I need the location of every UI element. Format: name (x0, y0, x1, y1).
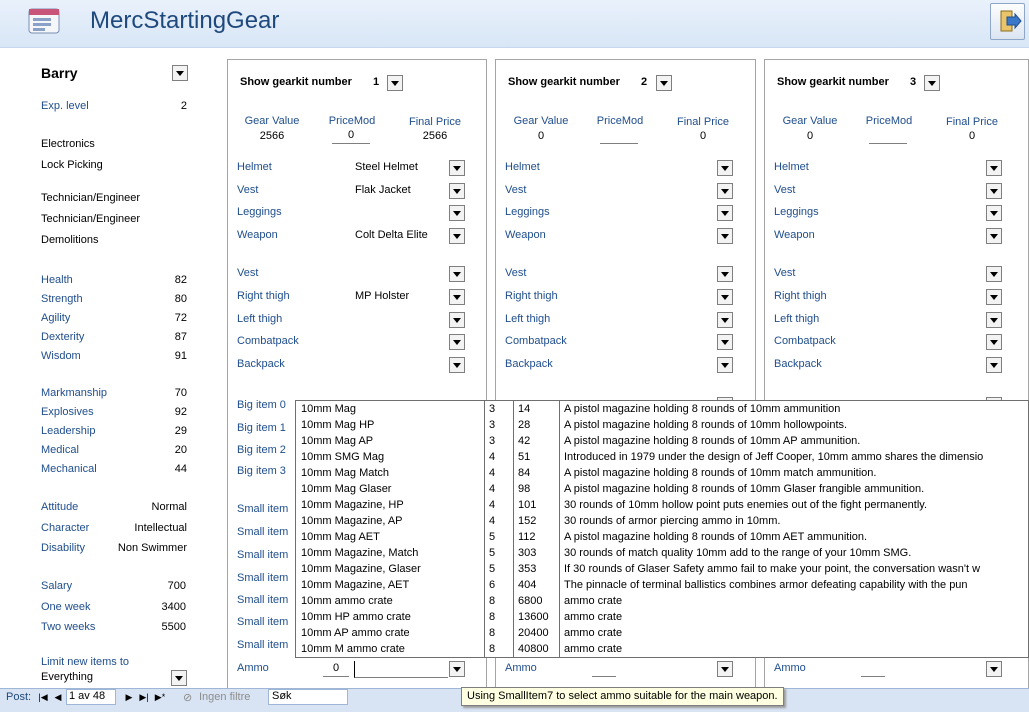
stat-value: 80 (174, 293, 187, 305)
specialty-item: Demolitions (41, 234, 99, 246)
ability-value: 29 (174, 425, 187, 437)
slot-label-backpack: Backpack (505, 358, 553, 370)
stat-value: 72 (174, 312, 187, 324)
ammo-label: Ammo (774, 662, 806, 674)
slot-label-leggings: Leggings (774, 206, 819, 218)
ammo-quantity-input[interactable]: 0 (323, 662, 349, 677)
slot-label-vest-2: Vest (237, 267, 259, 279)
exp-level-value: 2 (180, 100, 187, 112)
stat-label: Agility (41, 312, 71, 324)
stat-label: Wisdom (41, 350, 81, 362)
list-item[interactable]: 10mm Mag Glaser 4 98 A pistol magazine holding 8 rounds of 10mm Glaser frangible ammunition. (301, 483, 925, 495)
ammo-label: Ammo (237, 662, 269, 674)
slot-dropdown-helmet[interactable] (717, 160, 733, 176)
ability-value: 70 (174, 387, 187, 399)
slot-dropdown-vest-2[interactable] (449, 266, 465, 282)
merc-select-dropdown[interactable] (172, 65, 188, 81)
show-gearkit-label: Show gearkit number (240, 76, 352, 88)
previous-record-icon[interactable]: ◀ (54, 692, 62, 702)
list-item[interactable]: 10mm Magazine, Glaser 5 353 If 30 rounds of Glaser Safety ammo fail to make your point, the conversation wasn't w (301, 563, 981, 575)
slot-label-helmet: Helmet (505, 161, 540, 173)
slot-dropdown-right-thigh[interactable] (717, 289, 733, 305)
list-item[interactable]: 10mm AP ammo crate 8 20400 ammo crate (301, 627, 623, 639)
slot-dropdown-weapon[interactable] (986, 228, 1002, 244)
small-item-label: Small item (237, 639, 289, 651)
list-item[interactable]: 10mm Magazine, AET 6 404 The pinnacle of terminal ballistics combines armor defeating capability with the pun (301, 579, 968, 591)
gearkit-number-dropdown[interactable] (924, 75, 940, 91)
search-input[interactable]: Søk (268, 689, 348, 705)
slot-label-left-thigh: Left thigh (505, 313, 551, 325)
slot-label-combatpack: Combatpack (237, 335, 299, 347)
small-item-label: Small item (237, 526, 289, 538)
slot-dropdown-vest-2[interactable] (717, 266, 733, 282)
slot-label-left-thigh: Left thigh (237, 313, 283, 325)
slot-dropdown-left-thigh[interactable] (717, 312, 733, 328)
stat-label: Health (41, 274, 73, 286)
ammo-dropdown-list[interactable] (295, 400, 1029, 658)
merc-name: Barry (41, 65, 78, 81)
gearkit-number: 2 (641, 76, 648, 88)
skill-item: Lock Picking (41, 159, 103, 171)
filter-status[interactable]: Ingen filtre (199, 691, 251, 703)
pricemod-label: PriceMod (328, 115, 376, 127)
slot-value-right-thigh[interactable]: MP Holster (355, 290, 410, 302)
slot-value-helmet[interactable]: Steel Helmet (355, 161, 418, 173)
form-icon (28, 6, 62, 36)
gearkit-number: 3 (910, 76, 917, 88)
slot-dropdown-vest[interactable] (986, 183, 1002, 199)
slot-label-weapon: Weapon (774, 229, 815, 241)
specialty-item: Technician/Engineer (41, 213, 141, 225)
slot-label-backpack: Backpack (237, 358, 285, 370)
slot-dropdown-vest-2[interactable] (986, 266, 1002, 282)
slot-label-helmet: Helmet (237, 161, 272, 173)
final-price-value: 0 (699, 130, 707, 142)
record-number-input[interactable]: 1 av 48 (66, 689, 116, 705)
limit-items-label: Limit new items to (41, 656, 130, 668)
slot-dropdown-leggings[interactable] (449, 205, 465, 221)
list-item[interactable]: 10mm Mag HP 3 28 A pistol magazine holding 8 rounds of 10mm hollowpoints. (301, 419, 848, 431)
slot-value-weapon[interactable]: Colt Delta Elite (355, 229, 428, 241)
slot-dropdown-leggings[interactable] (717, 205, 733, 221)
slot-dropdown-combatpack[interactable] (449, 334, 465, 350)
slot-dropdown-vest[interactable] (717, 183, 733, 199)
pay-value: 5500 (161, 621, 186, 633)
slot-dropdown-weapon[interactable] (449, 228, 465, 244)
gear-value: 2566 (259, 130, 285, 142)
slot-dropdown-weapon[interactable] (717, 228, 733, 244)
ability-label: Leadership (41, 425, 96, 437)
pay-label: Two weeks (41, 621, 96, 633)
final-price-value: 2566 (422, 130, 448, 142)
slot-dropdown-left-thigh[interactable] (986, 312, 1002, 328)
trait-value: Non Swimmer (117, 542, 187, 554)
slot-label-weapon: Weapon (505, 229, 546, 241)
pricemod-label: PriceMod (865, 115, 913, 127)
slot-label-vest: Vest (774, 184, 796, 196)
ammo-combo-input[interactable] (354, 661, 448, 678)
gear-value-label: Gear Value (782, 115, 838, 127)
skill-item: Electronics (41, 138, 95, 150)
ability-value: 44 (174, 463, 187, 475)
gearkit-number: 1 (373, 76, 380, 88)
slot-label-combatpack: Combatpack (774, 335, 836, 347)
pricemod-input[interactable]: 0 (332, 129, 370, 144)
ability-label: Explosives (41, 406, 94, 418)
slot-dropdown-backpack[interactable] (986, 357, 1002, 373)
stat-value: 91 (174, 350, 187, 362)
filter-funnel-icon: ⊘ (183, 692, 193, 704)
gear-value-label: Gear Value (513, 115, 569, 127)
slot-label-leggings: Leggings (505, 206, 550, 218)
ammo-dropdown[interactable] (449, 661, 465, 677)
stat-label: Dexterity (41, 331, 85, 343)
list-item[interactable]: 10mm Magazine, HP 4 101 30 rounds of 10mm hollow point puts enemies out of the fight permanently. (301, 499, 928, 511)
list-item[interactable]: 10mm Magazine, Match 5 303 30 rounds of match quality 10mm add to the range of your 10mm SMG. (301, 547, 912, 559)
final-price-label: Final Price (409, 116, 461, 128)
small-item-label: Small item (237, 549, 289, 561)
big-item-label: Big item 3 (237, 465, 286, 477)
slot-dropdown-left-thigh[interactable] (449, 312, 465, 328)
small-item-label: Small item (237, 572, 289, 584)
pay-label: One week (41, 601, 91, 613)
slot-dropdown-backpack[interactable] (717, 357, 733, 373)
small-item-label: Small item (237, 594, 289, 606)
list-item[interactable]: 10mm M ammo crate 8 40800 ammo crate (301, 643, 623, 655)
slot-dropdown-backpack[interactable] (449, 357, 465, 373)
final-price-value: 0 (968, 130, 976, 142)
list-item[interactable]: 10mm SMG Mag 4 51 Introduced in 1979 under the design of Jeff Cooper, 10mm ammo shares the dimensio (301, 451, 984, 463)
list-item[interactable]: 10mm HP ammo crate 8 13600 ammo crate (301, 611, 623, 623)
pay-value: 3400 (161, 601, 186, 613)
exit-door-icon (991, 4, 1024, 39)
gear-value: 0 (806, 130, 814, 142)
big-item-label: Big item 1 (237, 422, 286, 434)
slot-label-helmet: Helmet (774, 161, 809, 173)
ammo-quantity-input[interactable] (592, 662, 616, 677)
limit-items-value: Everything (41, 671, 93, 683)
show-gearkit-label: Show gearkit number (777, 76, 889, 88)
slot-label-vest: Vest (505, 184, 527, 196)
ammo-dropdown[interactable] (986, 661, 1002, 677)
new-record-icon[interactable]: ▶* (154, 692, 166, 702)
show-gearkit-label: Show gearkit number (508, 76, 620, 88)
list-item[interactable]: 10mm ammo crate 8 6800 ammo crate (301, 595, 623, 607)
stat-value: 82 (174, 274, 187, 286)
gearkit-number-dropdown[interactable] (656, 75, 672, 91)
gear-value-label: Gear Value (244, 115, 300, 127)
big-item-label: Big item 2 (237, 444, 286, 456)
slot-dropdown-helmet[interactable] (449, 160, 465, 176)
slot-label-weapon: Weapon (237, 229, 278, 241)
trait-label: Attitude (41, 501, 79, 513)
slot-label-right-thigh: Right thigh (505, 290, 558, 302)
slot-label-right-thigh: Right thigh (774, 290, 827, 302)
list-item[interactable]: 10mm Mag AET 5 112 A pistol magazine holding 8 rounds of 10mm AET ammunition. (301, 531, 868, 543)
final-price-label: Final Price (677, 116, 729, 128)
trait-value: Intellectual (134, 522, 187, 534)
gearkit-number-dropdown[interactable] (387, 75, 403, 91)
first-record-icon[interactable]: |◀ (38, 692, 48, 702)
ability-label: Markmanship (41, 387, 108, 399)
gear-value: 0 (537, 130, 545, 142)
ammo-dropdown[interactable] (717, 661, 733, 677)
slot-label-vest-2: Vest (505, 267, 527, 279)
pricemod-input[interactable] (600, 129, 638, 144)
ability-value: 20 (174, 444, 187, 456)
slot-label-vest-2: Vest (774, 267, 796, 279)
final-price-label: Final Price (946, 116, 998, 128)
pricemod-label: PriceMod (596, 115, 644, 127)
tooltip: Using SmallItem7 to select ammo suitable for the main weapon. (461, 687, 784, 706)
slot-dropdown-combatpack[interactable] (717, 334, 733, 350)
slot-label-vest: Vest (237, 184, 259, 196)
slot-dropdown-helmet[interactable] (986, 160, 1002, 176)
exp-level-label: Exp. level (41, 100, 89, 112)
pay-value: 700 (167, 580, 186, 592)
slot-label-leggings: Leggings (237, 206, 282, 218)
slot-dropdown-vest[interactable] (449, 183, 465, 199)
ability-label: Medical (41, 444, 79, 456)
list-item[interactable]: 10mm Magazine, AP 4 152 30 rounds of armor piercing ammo in 10mm. (301, 515, 781, 527)
app-title: MercStartingGear (90, 7, 280, 34)
small-item-label: Small item (237, 616, 289, 628)
slot-value-vest[interactable]: Flak Jacket (355, 184, 411, 196)
ammo-label: Ammo (505, 662, 537, 674)
limit-items-dropdown[interactable] (171, 670, 187, 686)
list-item[interactable]: 10mm Mag Match 4 84 A pistol magazine holding 8 rounds of 10mm match ammunition. (301, 467, 877, 479)
pricemod-input[interactable] (869, 129, 907, 144)
trait-value: Normal (151, 501, 187, 513)
pay-label: Salary (41, 580, 73, 592)
record-label: Post: (6, 691, 32, 703)
slot-label-left-thigh: Left thigh (774, 313, 820, 325)
stat-label: Strength (41, 293, 83, 305)
slot-dropdown-right-thigh[interactable] (449, 289, 465, 305)
slot-dropdown-leggings[interactable] (986, 205, 1002, 221)
slot-label-backpack: Backpack (774, 358, 822, 370)
ability-value: 92 (174, 406, 187, 418)
next-record-icon[interactable]: ▶ (125, 692, 133, 702)
last-record-icon[interactable]: ▶| (139, 692, 149, 702)
ability-label: Mechanical (41, 463, 97, 475)
slot-label-right-thigh: Right thigh (237, 290, 290, 302)
slot-label-combatpack: Combatpack (505, 335, 567, 347)
trait-label: Character (41, 522, 90, 534)
trait-label: Disability (41, 542, 86, 554)
list-item[interactable]: 10mm Mag AP 3 42 A pistol magazine holding 8 rounds of 10mm AP ammunition. (301, 435, 861, 447)
stat-value: 87 (174, 331, 187, 343)
big-item-label: Big item 0 (237, 399, 286, 411)
exit-button[interactable] (990, 3, 1025, 40)
small-item-label: Small item (237, 503, 289, 515)
slot-dropdown-combatpack[interactable] (986, 334, 1002, 350)
list-item[interactable]: 10mm Mag 3 14 A pistol magazine holding 8 rounds of 10mm ammunition (301, 403, 841, 415)
specialty-item: Technician/Engineer (41, 192, 141, 204)
slot-dropdown-right-thigh[interactable] (986, 289, 1002, 305)
ammo-quantity-input[interactable] (861, 662, 885, 677)
